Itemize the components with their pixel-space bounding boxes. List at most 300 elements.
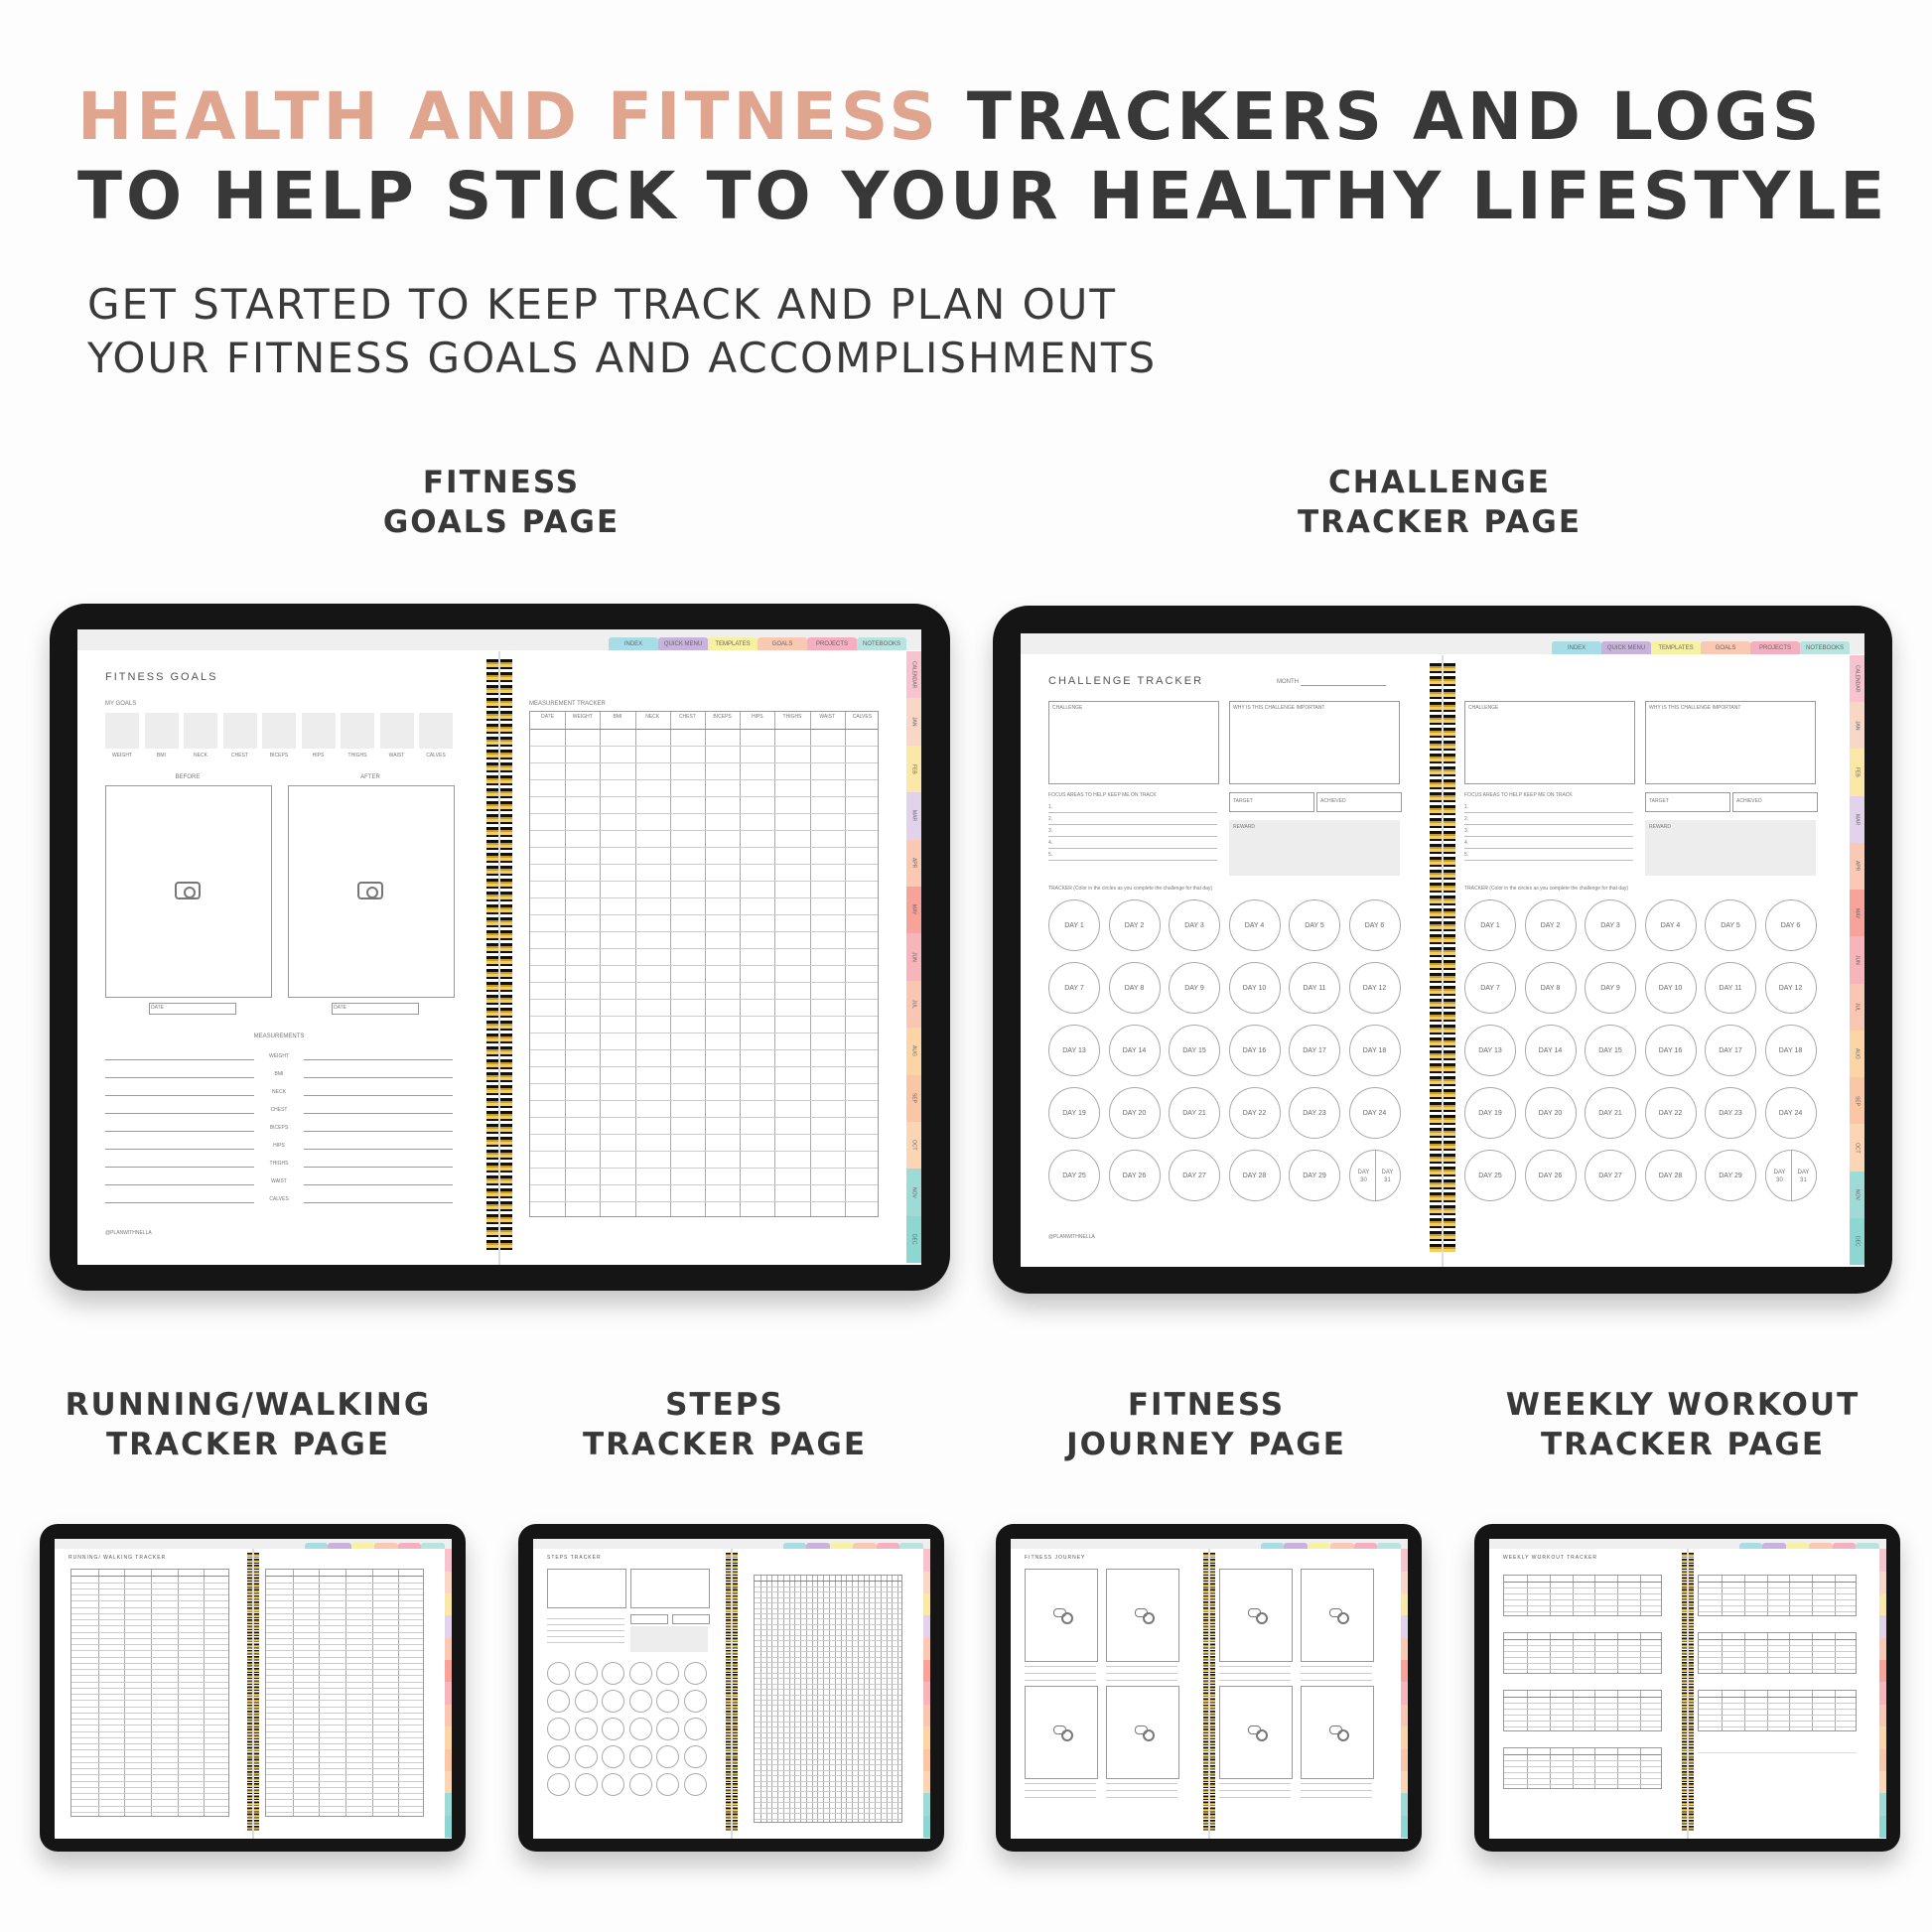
goal-label: HIPS bbox=[312, 753, 325, 759]
table-row-line bbox=[266, 1787, 423, 1788]
side-tab-dec[interactable] bbox=[1401, 1816, 1408, 1838]
side-tab-may[interactable] bbox=[1879, 1660, 1886, 1682]
side-tab-calendar[interactable] bbox=[923, 1549, 930, 1571]
focus-line bbox=[1048, 848, 1217, 849]
side-tab-jan[interactable]: JAN bbox=[1850, 702, 1864, 749]
day-circle[interactable]: DAY 17 bbox=[1289, 1025, 1340, 1076]
top-tab-notebooks[interactable] bbox=[1856, 1543, 1879, 1549]
focus-line bbox=[1464, 824, 1633, 825]
reward-label: REWARD bbox=[1233, 824, 1256, 830]
top-tab-index[interactable] bbox=[783, 1543, 807, 1549]
day-circle[interactable] bbox=[629, 1773, 652, 1796]
day-circle[interactable] bbox=[547, 1662, 570, 1685]
top-tab-index[interactable]: INDEX bbox=[1552, 641, 1601, 654]
day-circle[interactable]: DAY 19 bbox=[1464, 1087, 1516, 1139]
workout-day-table bbox=[1503, 1747, 1662, 1789]
top-tab-projects[interactable] bbox=[1354, 1543, 1378, 1549]
side-tab-aug[interactable] bbox=[1401, 1726, 1408, 1748]
day-circle[interactable]: DAY 8 bbox=[1525, 962, 1577, 1014]
side-tab-sep[interactable] bbox=[923, 1749, 930, 1771]
day-circle[interactable]: DAY 29 bbox=[1705, 1150, 1756, 1201]
side-tab-feb[interactable] bbox=[923, 1593, 930, 1615]
side-tab-may[interactable] bbox=[445, 1660, 452, 1682]
side-tab-calendar[interactable] bbox=[445, 1549, 452, 1571]
side-tab-may[interactable] bbox=[923, 1660, 930, 1682]
day-circle[interactable] bbox=[629, 1690, 652, 1713]
table-row-line bbox=[530, 1168, 878, 1169]
top-tab-goals[interactable]: GOALS bbox=[758, 637, 807, 650]
side-tab-jun[interactable] bbox=[445, 1682, 452, 1704]
day-circle[interactable] bbox=[656, 1690, 679, 1713]
side-tab-apr[interactable]: APR bbox=[1850, 843, 1864, 890]
journey-line bbox=[1106, 1680, 1177, 1681]
side-tab-feb[interactable]: FEB bbox=[1850, 749, 1864, 795]
side-tab-jul[interactable] bbox=[1401, 1705, 1408, 1726]
side-tab-calendar[interactable]: CALENDAR bbox=[906, 651, 921, 698]
side-tab-jan[interactable] bbox=[445, 1572, 452, 1593]
day-circle[interactable]: DAY 12 bbox=[1765, 962, 1817, 1014]
journey-line bbox=[1301, 1790, 1372, 1791]
reward-box bbox=[630, 1626, 708, 1652]
day-circle[interactable] bbox=[684, 1690, 707, 1713]
top-tab-index[interactable]: INDEX bbox=[609, 637, 658, 650]
table-row-line bbox=[1699, 1697, 1856, 1698]
day-circle[interactable]: DAY 24 bbox=[1765, 1087, 1817, 1139]
side-tab-aug[interactable] bbox=[923, 1726, 930, 1748]
table-row-line bbox=[266, 1613, 423, 1614]
day-circle[interactable]: DAY 5 bbox=[1705, 899, 1756, 951]
achieved-field bbox=[672, 1614, 710, 1624]
table-row-line bbox=[266, 1638, 423, 1639]
side-tab-oct[interactable]: OCT bbox=[906, 1122, 921, 1169]
day-circle[interactable] bbox=[575, 1718, 598, 1740]
tablet-challenge-tracker bbox=[993, 606, 1892, 1294]
challenge-box bbox=[547, 1569, 626, 1608]
focus-line bbox=[1464, 848, 1633, 849]
top-tab-projects[interactable] bbox=[1833, 1543, 1857, 1549]
day-circle[interactable]: DAY 16 bbox=[1229, 1025, 1281, 1076]
table-row-line bbox=[755, 1726, 901, 1727]
table-row-line bbox=[530, 1184, 878, 1185]
side-tab-aug[interactable] bbox=[1879, 1726, 1886, 1748]
table-row-line bbox=[755, 1764, 901, 1765]
top-tab-quick-menu[interactable]: QUICK MENU bbox=[1601, 641, 1651, 654]
focus-label: FOCUS AREAS TO HELP KEEP ME ON TRACK bbox=[1048, 792, 1157, 798]
day-circle-split[interactable] bbox=[1765, 1150, 1817, 1201]
day-circle[interactable]: DAY 26 bbox=[1525, 1150, 1577, 1201]
day-circle[interactable]: DAY 3 bbox=[1169, 899, 1220, 951]
focus-line bbox=[1048, 824, 1217, 825]
day-circle[interactable]: DAY 28 bbox=[1645, 1150, 1697, 1201]
day-circle[interactable]: DAY 13 bbox=[1048, 1025, 1100, 1076]
day-circle[interactable] bbox=[575, 1690, 598, 1713]
day-circle[interactable] bbox=[684, 1745, 707, 1768]
day-circle[interactable]: DAY 1 bbox=[1464, 899, 1516, 951]
day-circle[interactable]: DAY 26 bbox=[1109, 1150, 1161, 1201]
side-tab-calendar[interactable] bbox=[1879, 1549, 1886, 1571]
day-circle[interactable]: DAY 10 bbox=[1229, 962, 1281, 1014]
top-tab-quick-menu[interactable] bbox=[1284, 1543, 1308, 1549]
day-circle[interactable]: DAY 18 bbox=[1765, 1025, 1817, 1076]
table-row-line bbox=[755, 1700, 901, 1701]
tablet-journey bbox=[996, 1524, 1422, 1852]
table-row-line bbox=[755, 1737, 901, 1738]
side-tab-jun[interactable]: JUN bbox=[1850, 936, 1864, 983]
day-circle[interactable]: DAY 22 bbox=[1645, 1087, 1697, 1139]
date-label: DATE bbox=[334, 1005, 346, 1011]
side-tab-mar[interactable] bbox=[923, 1615, 930, 1637]
side-tab-dec[interactable] bbox=[923, 1816, 930, 1838]
side-tab-apr[interactable] bbox=[1401, 1638, 1408, 1660]
day-circle[interactable]: DAY 20 bbox=[1525, 1087, 1577, 1139]
top-tab-templates[interactable] bbox=[351, 1543, 375, 1549]
side-tab-may[interactable] bbox=[1401, 1660, 1408, 1682]
table-row-line bbox=[755, 1673, 901, 1674]
top-tab-notebooks[interactable]: NOTEBOOKS bbox=[1800, 641, 1850, 654]
day-circle[interactable]: DAY 1 bbox=[1048, 899, 1100, 951]
day-circle[interactable] bbox=[575, 1745, 598, 1768]
top-tab-notebooks[interactable] bbox=[899, 1543, 923, 1549]
top-tab-bar bbox=[783, 1543, 923, 1549]
side-tab-oct[interactable] bbox=[1879, 1771, 1886, 1793]
side-tab-jan[interactable] bbox=[923, 1572, 930, 1593]
day-circle[interactable]: DAY 7 bbox=[1464, 962, 1516, 1014]
day-circle[interactable]: DAY 15 bbox=[1585, 1025, 1636, 1076]
side-tab-nov[interactable] bbox=[1879, 1793, 1886, 1815]
day-circle[interactable]: DAY 28 bbox=[1229, 1150, 1281, 1201]
measurement-line-right bbox=[304, 1059, 453, 1060]
day-circle[interactable] bbox=[602, 1718, 624, 1740]
day-circle[interactable]: DAY 11 bbox=[1705, 962, 1756, 1014]
side-tab-aug[interactable] bbox=[445, 1726, 452, 1748]
day-circle[interactable] bbox=[602, 1745, 624, 1768]
side-tab-nov[interactable] bbox=[445, 1793, 452, 1815]
top-tab-templates[interactable]: TEMPLATES bbox=[1651, 641, 1701, 654]
table-row-line bbox=[530, 864, 878, 865]
side-tab-feb[interactable] bbox=[445, 1593, 452, 1615]
side-tab-oct[interactable] bbox=[1401, 1771, 1408, 1793]
side-tab-jun[interactable] bbox=[1401, 1682, 1408, 1704]
top-tab-quick-menu[interactable] bbox=[328, 1543, 351, 1549]
side-tab-apr[interactable] bbox=[1879, 1638, 1886, 1660]
label-line: TRACKER PAGE bbox=[1297, 504, 1583, 540]
day-circle[interactable]: DAY 16 bbox=[1645, 1025, 1697, 1076]
day-circle[interactable]: DAY 14 bbox=[1109, 1025, 1161, 1076]
top-tab-goals[interactable] bbox=[853, 1543, 877, 1549]
table-row-line bbox=[71, 1607, 228, 1608]
side-tab-nov[interactable] bbox=[1401, 1793, 1408, 1815]
day-circle[interactable]: DAY 21 bbox=[1169, 1087, 1220, 1139]
side-tab-apr[interactable] bbox=[445, 1638, 452, 1660]
side-tab-nov[interactable]: NOV bbox=[1850, 1172, 1864, 1218]
table-row-line bbox=[755, 1635, 901, 1636]
top-tab-notebooks[interactable]: NOTEBOOKS bbox=[857, 637, 906, 650]
table-row-line bbox=[71, 1806, 228, 1807]
top-tab-quick-menu[interactable] bbox=[1762, 1543, 1786, 1549]
goal-label: CALVES bbox=[426, 753, 446, 759]
label-running bbox=[60, 1385, 437, 1464]
day-circle[interactable] bbox=[629, 1745, 652, 1768]
day-circle[interactable]: DAY 20 bbox=[1109, 1087, 1161, 1139]
journey-screen bbox=[1011, 1539, 1408, 1839]
top-tab-projects[interactable]: PROJECTS bbox=[807, 637, 857, 650]
camera-icon bbox=[175, 882, 201, 899]
day-circle[interactable]: DAY 9 bbox=[1169, 962, 1220, 1014]
top-tab-notebooks[interactable] bbox=[1377, 1543, 1401, 1549]
table-row-line bbox=[1504, 1593, 1661, 1594]
table-row-line bbox=[1504, 1611, 1661, 1612]
side-tab-jun[interactable] bbox=[1879, 1682, 1886, 1704]
top-tab-projects[interactable] bbox=[398, 1543, 422, 1549]
top-tab-index[interactable] bbox=[1739, 1543, 1763, 1549]
side-tab-feb[interactable] bbox=[1401, 1593, 1408, 1615]
top-tab-index[interactable] bbox=[1261, 1543, 1285, 1549]
table-row-line bbox=[755, 1759, 901, 1760]
table-row-line bbox=[1504, 1721, 1661, 1722]
side-tab-mar[interactable] bbox=[1401, 1615, 1408, 1637]
day-circle[interactable] bbox=[602, 1662, 624, 1685]
page-title: FITNESS GOALS bbox=[105, 671, 218, 683]
table-row-line bbox=[1699, 1669, 1856, 1670]
side-tab-nov[interactable]: NOV bbox=[906, 1169, 921, 1215]
table-header-cell: HIPS bbox=[751, 714, 763, 720]
side-tab-sep[interactable] bbox=[1879, 1749, 1886, 1771]
label-journey bbox=[1052, 1385, 1360, 1464]
day-circle[interactable]: DAY 25 bbox=[1048, 1150, 1100, 1201]
table-row-line bbox=[1504, 1715, 1661, 1716]
day-circle[interactable]: DAY 6 bbox=[1349, 899, 1401, 951]
side-tab-apr[interactable]: APR bbox=[906, 840, 921, 887]
measurement-line-right bbox=[304, 1149, 453, 1150]
side-tab-oct[interactable]: OCT bbox=[1850, 1124, 1864, 1171]
day-circle[interactable]: DAY 23 bbox=[1289, 1087, 1340, 1139]
measurement-line-right bbox=[304, 1167, 453, 1168]
side-tab-oct[interactable] bbox=[445, 1771, 452, 1793]
split-day-right: DAY 31 bbox=[1797, 1170, 1810, 1183]
day-circle[interactable] bbox=[684, 1718, 707, 1740]
table-row-line bbox=[266, 1632, 423, 1633]
day-circle[interactable]: DAY 17 bbox=[1705, 1025, 1756, 1076]
top-tab-quick-menu[interactable] bbox=[806, 1543, 830, 1549]
day-circle[interactable]: DAY 29 bbox=[1289, 1150, 1340, 1201]
top-tab-bar bbox=[1261, 1543, 1401, 1549]
table-row-line bbox=[530, 729, 878, 730]
camera-icon bbox=[1248, 1608, 1261, 1617]
top-tab-goals[interactable] bbox=[1809, 1543, 1833, 1549]
day-circle[interactable]: DAY 24 bbox=[1349, 1087, 1401, 1139]
day-circle[interactable]: DAY 14 bbox=[1525, 1025, 1577, 1076]
table-row-line bbox=[1699, 1599, 1856, 1600]
side-tab-jun[interactable]: JUN bbox=[906, 933, 921, 980]
top-tab-templates[interactable] bbox=[1786, 1543, 1810, 1549]
side-tab-calendar[interactable] bbox=[1401, 1549, 1408, 1571]
day-circle[interactable] bbox=[602, 1773, 624, 1796]
table-row-line bbox=[266, 1743, 423, 1744]
side-tab-feb[interactable]: FEB bbox=[906, 746, 921, 792]
focus-line bbox=[547, 1618, 624, 1619]
top-tab-templates[interactable] bbox=[1308, 1543, 1331, 1549]
goal-label: WAIST bbox=[388, 753, 405, 759]
day-circle[interactable]: DAY 3 bbox=[1585, 899, 1636, 951]
day-circle[interactable]: DAY 4 bbox=[1645, 899, 1697, 951]
page-fold bbox=[252, 1549, 254, 1839]
day-circle-split[interactable] bbox=[1349, 1150, 1401, 1201]
day-circle[interactable] bbox=[575, 1662, 598, 1685]
side-tab-dec[interactable] bbox=[1879, 1816, 1886, 1838]
day-circle[interactable]: DAY 18 bbox=[1349, 1025, 1401, 1076]
page-title: WEEKLY WORKOUT TRACKER bbox=[1503, 1555, 1597, 1561]
table-row-line bbox=[266, 1700, 423, 1701]
subheadline-line-2: YOUR FITNESS GOALS AND ACCOMPLISHMENTS bbox=[87, 334, 1158, 382]
side-tab-jul[interactable] bbox=[1879, 1705, 1886, 1726]
goal-box bbox=[105, 713, 139, 749]
side-tab-nov[interactable] bbox=[923, 1793, 930, 1815]
day-circle[interactable]: DAY 27 bbox=[1169, 1150, 1220, 1201]
side-tab-jul[interactable] bbox=[923, 1705, 930, 1726]
measurement-line-left bbox=[105, 1184, 254, 1185]
top-tab-templates[interactable]: TEMPLATES bbox=[708, 637, 758, 650]
side-tab-oct[interactable] bbox=[923, 1771, 930, 1793]
day-circle[interactable]: DAY 25 bbox=[1464, 1150, 1516, 1201]
side-tab-sep[interactable]: SEP bbox=[1850, 1077, 1864, 1124]
reward-label: REWARD bbox=[1649, 824, 1672, 830]
target-label: TARGET bbox=[1233, 798, 1253, 804]
side-tab-aug[interactable]: AUG bbox=[1850, 1031, 1864, 1077]
side-tab-sep[interactable]: SEP bbox=[906, 1075, 921, 1122]
side-tab-dec[interactable]: DEC bbox=[906, 1216, 921, 1263]
side-tab-jan[interactable] bbox=[1401, 1572, 1408, 1593]
side-tab-mar[interactable]: MAR bbox=[906, 792, 921, 839]
day-circle[interactable] bbox=[547, 1773, 570, 1796]
table-row-line bbox=[755, 1770, 901, 1771]
measurement-label: WEIGHT bbox=[269, 1053, 289, 1059]
table-row-line bbox=[266, 1793, 423, 1794]
side-tab-sep[interactable] bbox=[445, 1749, 452, 1771]
table-row-line bbox=[71, 1799, 228, 1800]
day-circle[interactable]: DAY 11 bbox=[1289, 962, 1340, 1014]
top-tab-templates[interactable] bbox=[830, 1543, 854, 1549]
top-tab-goals[interactable] bbox=[1330, 1543, 1354, 1549]
day-circle[interactable]: DAY 15 bbox=[1169, 1025, 1220, 1076]
day-circle[interactable] bbox=[684, 1662, 707, 1685]
day-circle[interactable]: DAY 13 bbox=[1464, 1025, 1516, 1076]
day-circle[interactable] bbox=[656, 1745, 679, 1768]
page-fold bbox=[1442, 655, 1444, 1267]
day-circle[interactable]: DAY 21 bbox=[1585, 1087, 1636, 1139]
measurement-line-right bbox=[304, 1095, 453, 1096]
journey-line bbox=[1219, 1790, 1291, 1791]
focus-number: 5. bbox=[1048, 852, 1053, 858]
split-divider bbox=[1375, 1151, 1376, 1200]
side-tab-jul[interactable] bbox=[445, 1705, 452, 1726]
top-tab-projects[interactable]: PROJECTS bbox=[1750, 641, 1800, 654]
side-tab-dec[interactable]: DEC bbox=[1850, 1218, 1864, 1265]
top-tab-notebooks[interactable] bbox=[421, 1543, 445, 1549]
top-tab-bar bbox=[1739, 1543, 1879, 1549]
measurement-line-right bbox=[304, 1202, 453, 1203]
table-header-cell: BMI bbox=[613, 714, 622, 720]
goal-label: CHEST bbox=[231, 753, 248, 759]
day-circle[interactable] bbox=[656, 1718, 679, 1740]
side-tab-mar[interactable] bbox=[445, 1615, 452, 1637]
table-row-line bbox=[530, 1117, 878, 1118]
day-circle[interactable] bbox=[602, 1690, 624, 1713]
top-tab-goals[interactable] bbox=[374, 1543, 398, 1549]
tablet-weekly bbox=[1474, 1524, 1900, 1852]
side-tab-sep[interactable] bbox=[1401, 1749, 1408, 1771]
day-circle[interactable]: DAY 2 bbox=[1109, 899, 1161, 951]
day-circle[interactable]: DAY 9 bbox=[1585, 962, 1636, 1014]
day-circle[interactable]: DAY 12 bbox=[1349, 962, 1401, 1014]
side-tab-dec[interactable] bbox=[445, 1816, 452, 1838]
table-row-line bbox=[71, 1576, 228, 1577]
day-circle[interactable]: DAY 22 bbox=[1229, 1087, 1281, 1139]
journey-line bbox=[1301, 1666, 1372, 1667]
table-row-line bbox=[1504, 1587, 1661, 1588]
day-circle[interactable] bbox=[547, 1690, 570, 1713]
day-circle[interactable]: DAY 8 bbox=[1109, 962, 1161, 1014]
top-tab-quick-menu[interactable]: QUICK MENU bbox=[658, 637, 708, 650]
day-circle[interactable] bbox=[547, 1745, 570, 1768]
day-circle[interactable]: DAY 2 bbox=[1525, 899, 1577, 951]
why-box bbox=[1229, 701, 1400, 784]
day-circle[interactable]: DAY 6 bbox=[1765, 899, 1817, 951]
table-row-line bbox=[755, 1597, 901, 1598]
table-row-line bbox=[755, 1684, 901, 1685]
side-tab-calendar[interactable]: CALENDAR bbox=[1850, 655, 1864, 702]
side-tab-jun[interactable] bbox=[923, 1682, 930, 1704]
day-circle[interactable]: DAY 5 bbox=[1289, 899, 1340, 951]
table-row-line bbox=[71, 1675, 228, 1676]
day-circle[interactable] bbox=[656, 1662, 679, 1685]
day-circle[interactable]: DAY 27 bbox=[1585, 1150, 1636, 1201]
focus-line bbox=[1464, 812, 1633, 813]
measurement-label: WAIST bbox=[271, 1178, 287, 1184]
table-row-line bbox=[71, 1787, 228, 1788]
table-col-line bbox=[705, 712, 706, 1216]
side-tab-jul[interactable]: JUL bbox=[906, 981, 921, 1028]
day-circle[interactable]: DAY 10 bbox=[1645, 962, 1697, 1014]
side-tab-feb[interactable] bbox=[1879, 1593, 1886, 1615]
side-tab-apr[interactable] bbox=[923, 1638, 930, 1660]
table-row-line bbox=[755, 1732, 901, 1733]
day-circle[interactable] bbox=[629, 1662, 652, 1685]
day-circle[interactable] bbox=[575, 1773, 598, 1796]
table-row-line bbox=[530, 1201, 878, 1202]
top-tab-goals[interactable]: GOALS bbox=[1701, 641, 1750, 654]
day-circle[interactable] bbox=[656, 1773, 679, 1796]
side-tab-may[interactable]: MAY bbox=[906, 887, 921, 933]
day-circle[interactable]: DAY 23 bbox=[1705, 1087, 1756, 1139]
side-tab-mar[interactable]: MAR bbox=[1850, 796, 1864, 843]
journey-line bbox=[1219, 1680, 1291, 1681]
top-tab-projects[interactable] bbox=[877, 1543, 900, 1549]
side-tab-jul[interactable]: JUL bbox=[1850, 984, 1864, 1031]
day-circle[interactable] bbox=[684, 1773, 707, 1796]
side-tab-mar[interactable] bbox=[1879, 1615, 1886, 1637]
day-circle[interactable]: DAY 19 bbox=[1048, 1087, 1100, 1139]
page-title: STEPS TRACKER bbox=[547, 1555, 602, 1561]
top-tab-index[interactable] bbox=[305, 1543, 329, 1549]
day-circle[interactable] bbox=[629, 1718, 652, 1740]
day-circle[interactable]: DAY 7 bbox=[1048, 962, 1100, 1014]
day-circle[interactable] bbox=[547, 1718, 570, 1740]
side-tab-may[interactable]: MAY bbox=[1850, 890, 1864, 936]
day-circle[interactable]: DAY 4 bbox=[1229, 899, 1281, 951]
side-tab-jan[interactable] bbox=[1879, 1572, 1886, 1593]
side-tab-aug[interactable]: AUG bbox=[906, 1028, 921, 1074]
side-tab-jan[interactable]: JAN bbox=[906, 698, 921, 745]
